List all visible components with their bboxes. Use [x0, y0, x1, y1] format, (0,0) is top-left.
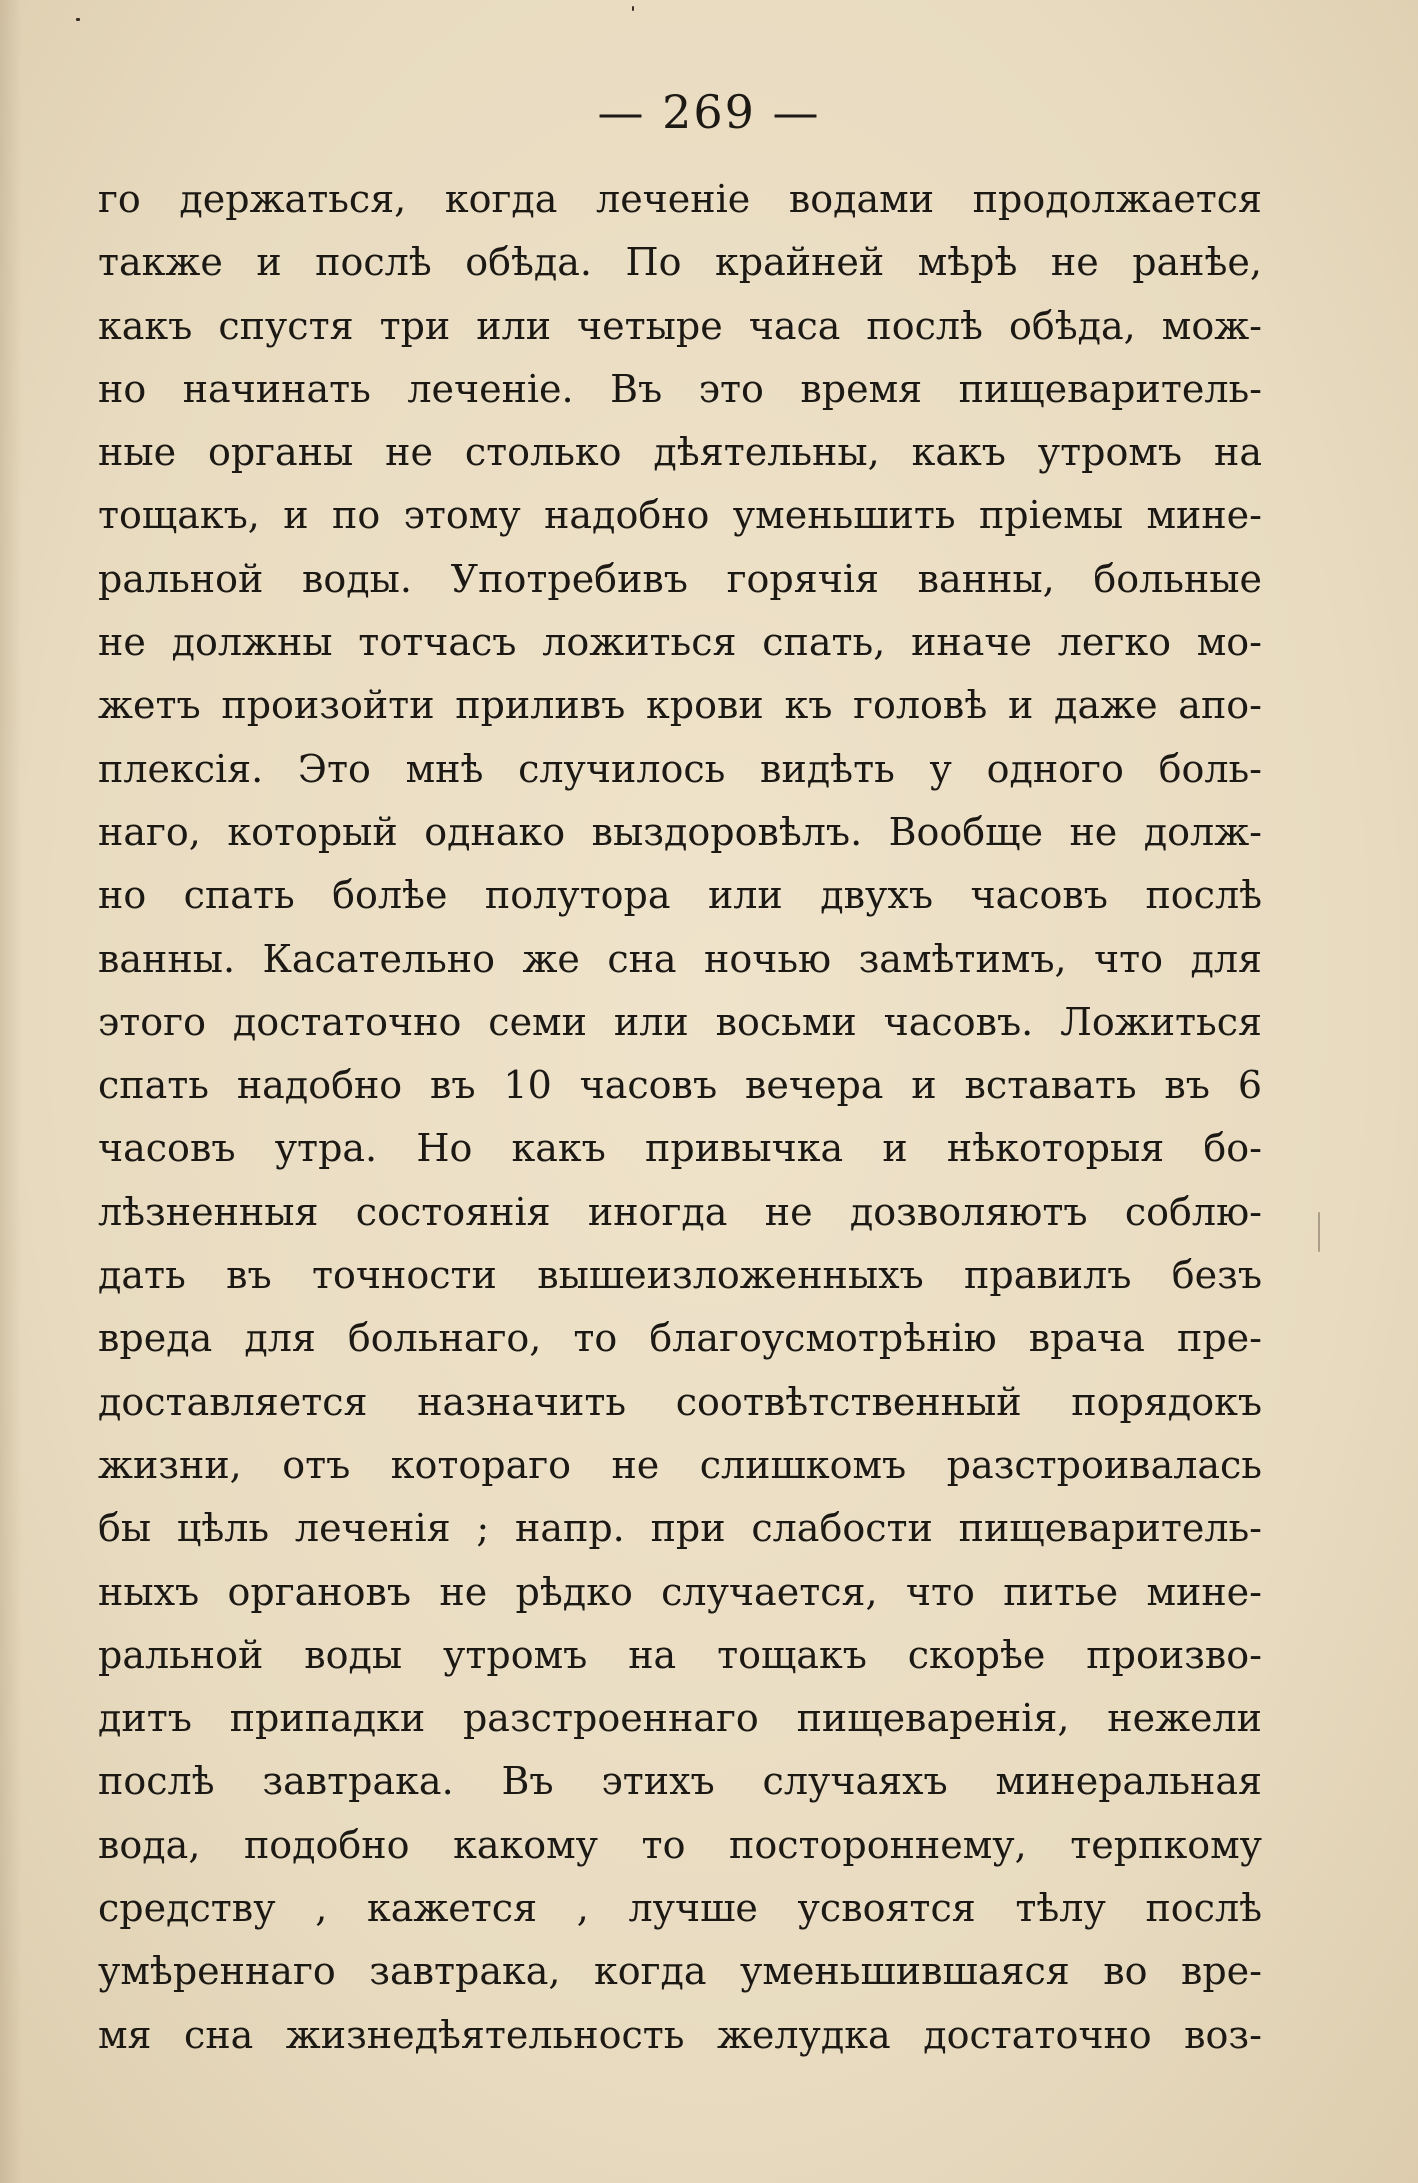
ink-speck [1318, 1212, 1320, 1252]
text-line: го держаться, когда леченіе водами продолжается [98, 177, 1262, 221]
text-line: наго, который однако выздоровѣлъ. Вообще не долж- [98, 809, 1262, 854]
text-line: плексія. Это мнѣ случилось видѣть у одного боль- [98, 746, 1262, 791]
text-line: ральной воды. Употребивъ горячія ванны, больные [98, 556, 1262, 601]
ink-speck [76, 18, 80, 21]
text-line: ральной воды утромъ на тощакъ скорѣе произво- [98, 1632, 1262, 1677]
text-line: ныхъ органовъ не рѣдко случается, что питье мине- [98, 1569, 1262, 1614]
text-line: жизни, отъ котораго не слишкомъ разстроивалась [98, 1442, 1262, 1487]
text-line: но спать болѣе полутора или двухъ часовъ послѣ [98, 873, 1262, 918]
text-line: лѣзненныя состоянія иногда не дозволяютъ соблю- [98, 1189, 1262, 1234]
text-line: ванны. Касательно же сна ночью замѣтимъ, что для [98, 936, 1262, 981]
text-line: спать надобно въ 10 часовъ вечера и вставать въ 6 [98, 1063, 1262, 1108]
page-edge-shadow [0, 0, 22, 2183]
text-line: ные органы не столько дѣятельны, какъ утромъ на [98, 430, 1262, 475]
body-text [98, 168, 1262, 2067]
text-line: бы цѣль леченія ; напр. при слабости пищеваритель- [98, 1506, 1262, 1551]
text-line: доставляется назначить соотвѣтственный порядокъ [98, 1379, 1262, 1424]
text-line: этого достаточно семи или восьми часовъ. Ложиться [98, 999, 1262, 1044]
text-line: дитъ припадки разстроеннаго пищеваренія, нежели [98, 1696, 1262, 1741]
text-line: какъ спустя три или четыре часа послѣ обѣда, мож- [98, 303, 1262, 348]
text-line: жетъ произойти приливъ крови къ головѣ и даже апо- [98, 683, 1262, 728]
text-line: мя сна жизнедѣятельность желудка достаточно воз- [98, 2012, 1262, 2057]
text-line: но начинать леченіе. Въ это время пищеваритель- [98, 366, 1262, 411]
text-line: вода, подобно какому то постороннему, терпкому [98, 1822, 1262, 1867]
text-line: не должны тотчасъ ложиться спать, иначе легко мо- [98, 620, 1262, 665]
text-line: тощакъ, и по этому надобно уменьшить пріемы мине- [98, 493, 1262, 538]
page-number: — 269 — [597, 85, 821, 139]
text-line: вреда для больнаго, то благоусмотрѣнію врача пре- [98, 1316, 1262, 1361]
text-line: умѣреннаго завтрака, когда уменьшившаяся во вре- [98, 1949, 1262, 1994]
text-line: также и послѣ обѣда. По крайней мѣрѣ не ранѣе, [98, 240, 1262, 285]
text-line: послѣ завтрака. Въ этихъ случаяхъ минеральная [98, 1759, 1262, 1804]
text-line: средству , кажется , лучше усвоятся тѣлу послѣ [98, 1886, 1262, 1931]
text-line: часовъ утра. Но какъ привычка и нѣкоторыя бо- [98, 1126, 1262, 1171]
ink-speck [632, 6, 634, 11]
text-line: дать въ точности вышеизложенныхъ правилъ безъ [98, 1253, 1262, 1298]
